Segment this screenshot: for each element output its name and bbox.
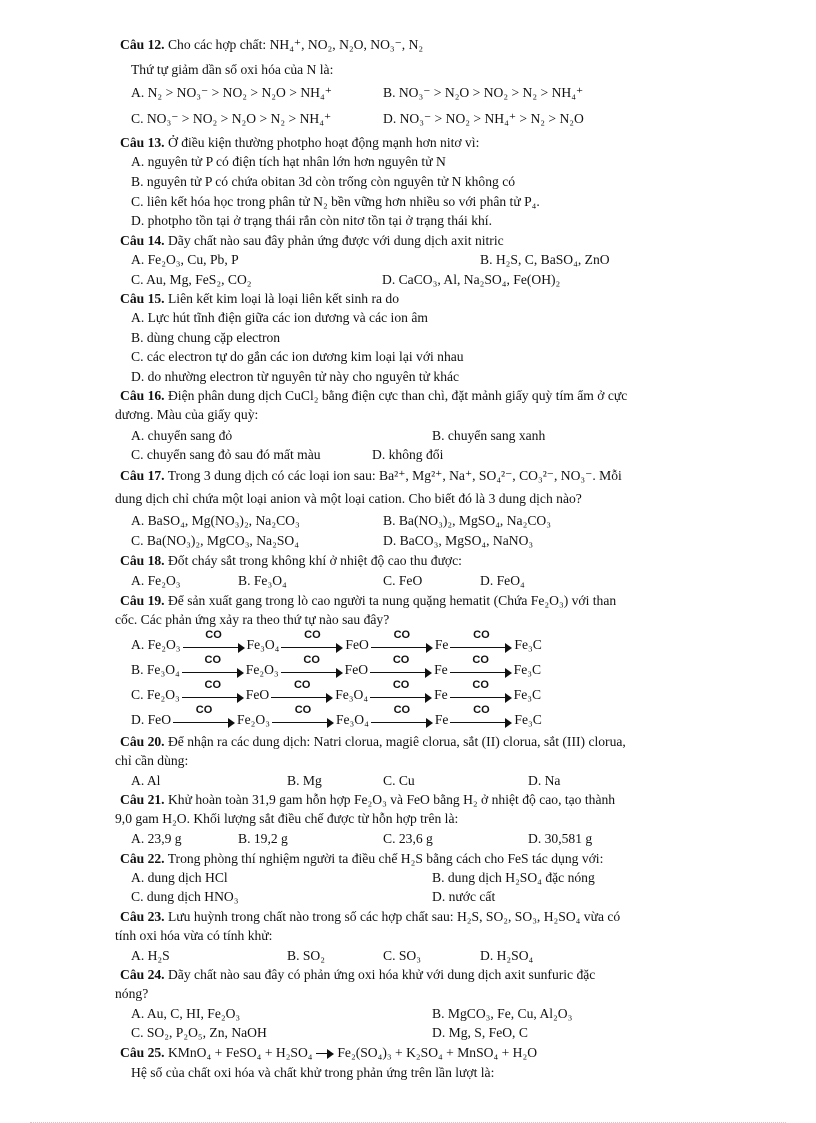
q13-option-b[interactable]: B. nguyên tử P có chứa obitan 3d còn trống còn nguyên tử N không có [131,174,516,189]
q22-option-c[interactable]: C. dung dịch HNO₃ [131,889,239,904]
co-arrow: CO [370,664,432,678]
q19-stem-cont: cốc. Các phản ứng xảy ra theo thứ tự nào sau đây? [115,612,390,627]
co-arrow: CO [182,689,244,703]
q22-option-a[interactable]: A. dung dịch HCl [131,870,228,885]
question-16: Câu 16. Điện phân dung dịch CuCl₂ bằng điện cực than chì, đặt mảnh giấy quỳ tím ẩm ở cực [120,388,628,403]
question-17: Câu 17. Trong 3 dung dịch có các loại ion sau: Ba²⁺, Mg²⁺, Na⁺, SO₄²⁻, CO₃²⁻, NO₃⁻. Mỗi [120,468,622,483]
q17-option-a[interactable]: A. BaSO₄, Mg(NO₃)₂, Na₂CO₃ [131,513,300,528]
q23-option-c[interactable]: C. SO₃ [383,948,421,963]
q16-option-a[interactable]: A. chuyển sang đỏ [131,428,233,443]
q17-option-d[interactable]: D. BaCO₃, MgSO₄, NaNO₃ [383,533,534,548]
q18-option-c[interactable]: C. FeO [383,573,423,588]
q20-option-c[interactable]: C. Cu [383,773,415,788]
question-22: Câu 22. Trong phòng thí nghiệm người ta điều chế H₂S bằng cách cho FeS tác dụng với: [120,851,604,866]
q21-stem-cont: 9,0 gam H₂O. Khối lượng sắt điều chế được từ hỗn hợp trên là: [115,811,459,826]
q25-reactants: KMnO₄ + FeSO₄ + H₂SO₄ [167,1045,313,1060]
q15-option-d[interactable]: D. do nhường electron từ nguyên tử này cho nguyên tử khác [131,369,460,384]
q23-option-a[interactable]: A. H₂S [131,948,170,963]
co-arrow: CO [281,639,343,653]
q12-option-a[interactable]: A. N₂ > NO₃⁻ > NO₂ > N₂O > NH₄⁺ [131,85,332,100]
reaction-arrow-icon [316,1049,334,1059]
q17-option-b[interactable]: B. Ba(NO₃)₂, MgSO₄, Na₂CO₃ [383,513,551,528]
q13-option-c[interactable]: C. liên kết hóa học trong phân tử N₂ bền vững hơn nhiều so với phân tử P₄. [131,194,540,209]
question-14: Câu 14. Dãy chất nào sau đây phản ứng được với dung dịch axit nitric [120,233,504,248]
q22-option-d[interactable]: D. nước cất [432,889,496,904]
question-21: Câu 21. Khử hoàn toàn 31,9 gam hỗn hợp Fe₂O₃ và FeO bằng H₂ ở nhiệt độ cao, tạo thành [120,792,616,807]
q20-option-d[interactable]: D. Na [528,773,561,788]
question-15: Câu 15. Liên kết kim loại là loại liên kết sinh ra do [120,291,400,306]
co-arrow: CO [183,639,245,653]
q16-stem-cont: dương. Màu của giấy quỳ: [115,407,259,422]
q19-option-b[interactable]: B. Fe₃O₄ CO Fe₂O₃ CO FeO CO Fe CO Fe₃C [131,653,542,677]
q17-stem-cont: dung dịch chỉ chứa một loại anion và một loại cation. Cho biết đó là 3 dung dịch nào? [115,491,582,506]
q24-option-a[interactable]: A. Au, C, HI, Fe₂O₃ [131,1006,241,1021]
q12-option-b[interactable]: B. NO₃⁻ > N₂O > NO₂ > N₂ > NH₄⁺ [383,85,584,100]
q19-option-a[interactable]: A. Fe₂O₃ CO Fe₃O₄ CO FeO CO Fe CO Fe₃C [131,628,542,652]
co-arrow: CO [272,714,334,728]
q17-option-c[interactable]: C. Ba(NO₃)₂, MgCO₃, Na₂SO₄ [131,533,299,548]
co-arrow: CO [450,689,512,703]
q23-stem-cont: tính oxi hóa vừa có tính khử: [115,928,273,943]
q13-option-a[interactable]: A. nguyên tử P có điện tích hạt nhân lớn hơn nguyên tử N [131,154,446,169]
co-arrow: CO [173,714,235,728]
q25-products: Fe₂(SO₄)₃ + K₂SO₄ + MnSO₄ + H₂O [337,1045,538,1060]
co-arrow: CO [371,714,433,728]
q19-option-d[interactable]: D. FeO CO Fe₂O₃ CO Fe₃O₄ CO Fe CO Fe₃C [131,703,542,727]
q14-option-a[interactable]: A. Fe₂O₃, Cu, Pb, P [131,252,239,267]
q23-option-d[interactable]: D. H₂SO₄ [480,948,534,963]
q15-option-a[interactable]: A. Lực hút tĩnh điện giữa các ion dương và các ion âm [131,310,428,325]
q18-option-d[interactable]: D. FeO₄ [480,573,525,588]
q16-option-d[interactable]: D. không đổi [372,447,444,462]
q16-option-b[interactable]: B. chuyển sang xanh [432,428,546,443]
co-arrow: CO [371,639,433,653]
q14-option-b[interactable]: B. H₂S, C, BaSO₄, ZnO [480,252,610,267]
question-19: Câu 19. Để sản xuất gang trong lò cao người ta nung quặng hematit (Chứa Fe₂O₃) với than [120,593,617,608]
question-18: Câu 18. Đốt cháy sắt trong không khí ở nhiệt độ cao thu được: [120,553,462,568]
q24-stem-cont: nóng? [115,986,149,1001]
question-13: Câu 13. Ở điều kiện thường photpho hoạt động mạnh hơn nitơ vì: [120,135,480,150]
question-12: Câu 12. Cho các hợp chất: NH₄⁺, NO₂, N₂O, NO₃⁻, N₂ [120,37,424,52]
q14-option-c[interactable]: C. Au, Mg, FeS₂, CO₂ [131,272,252,287]
co-arrow: CO [370,689,432,703]
q15-option-b[interactable]: B. dùng chung cặp electron [131,330,281,345]
co-arrow: CO [450,714,512,728]
q23-option-b[interactable]: B. SO₂ [287,948,325,963]
q16-option-c[interactable]: C. chuyển sang đỏ sau đó mất màu [131,447,321,462]
question-23: Câu 23. Lưu huỳnh trong chất nào trong số các hợp chất sau: H₂S, SO₂, SO₃, H₂SO₄ vừa có [120,909,621,924]
q24-option-c[interactable]: C. SO₂, P₂O₅, Zn, NaOH [131,1025,267,1040]
co-arrow: CO [182,664,244,678]
co-arrow: CO [281,664,343,678]
q24-option-b[interactable]: B. MgCO₃, Fe, Cu, Al₂O₃ [432,1006,573,1021]
q13-option-d[interactable]: D. photpho tồn tại ở trạng thái rắn còn nitơ tồn tại ở trạng thái khí. [131,213,492,228]
q19-option-c[interactable]: C. Fe₂O₃ CO FeO CO Fe₃O₄ CO Fe CO Fe₃C [131,678,542,702]
q21-option-c[interactable]: C. 23,6 g [383,831,433,846]
co-arrow: CO [450,664,512,678]
q15-option-c[interactable]: C. các electron tự do gắn các ion dương kim loại lại với nhau [131,349,464,364]
question-20: Câu 20. Để nhận ra các dung dịch: Natri clorua, magiê clorua, sắt (II) clorua, sắt (III) clorua, [120,734,626,749]
q24-option-d[interactable]: D. Mg, S, FeO, C [432,1025,528,1040]
q21-option-d[interactable]: D. 30,581 g [528,831,593,846]
question-25: Câu 25. KMnO₄ + FeSO₄ + H₂SO₄ Fe₂(SO₄)₃ + K₂SO₄ + MnSO₄ + H₂O [120,1045,538,1060]
q20-option-a[interactable]: A. Al [131,773,161,788]
q12-option-d[interactable]: D. NO₃⁻ > NO₂ > NH₄⁺ > N₂ > N₂O [383,111,584,126]
q20-option-b[interactable]: B. Mg [287,773,322,788]
q12-option-c[interactable]: C. NO₃⁻ > NO₂ > N₂O > N₂ > NH₄⁺ [131,111,332,126]
q25-prompt: Hệ số của chất oxi hóa và chất khử trong phản ứng trên lần lượt là: [131,1065,495,1080]
q21-option-a[interactable]: A. 23,9 g [131,831,182,846]
question-24: Câu 24. Dãy chất nào sau đây có phản ứng oxi hóa khử với dung dịch axit sunfuric đặc [120,967,596,982]
q22-option-b[interactable]: B. dung dịch H₂SO₄ đặc nóng [432,870,595,885]
q20-stem-cont: chỉ cần dùng: [115,753,189,768]
q18-option-a[interactable]: A. Fe₂O₃ [131,573,181,588]
co-arrow: CO [271,689,333,703]
q18-option-b[interactable]: B. Fe₃O₄ [238,573,287,588]
q21-option-b[interactable]: B. 19,2 g [238,831,288,846]
q14-option-d[interactable]: D. CaCO₃, Al, Na₂SO₄, Fe(OH)₂ [382,272,561,287]
q12-prompt: Thứ tự giảm dần số oxi hóa của N là: [131,62,334,77]
co-arrow: CO [450,639,512,653]
